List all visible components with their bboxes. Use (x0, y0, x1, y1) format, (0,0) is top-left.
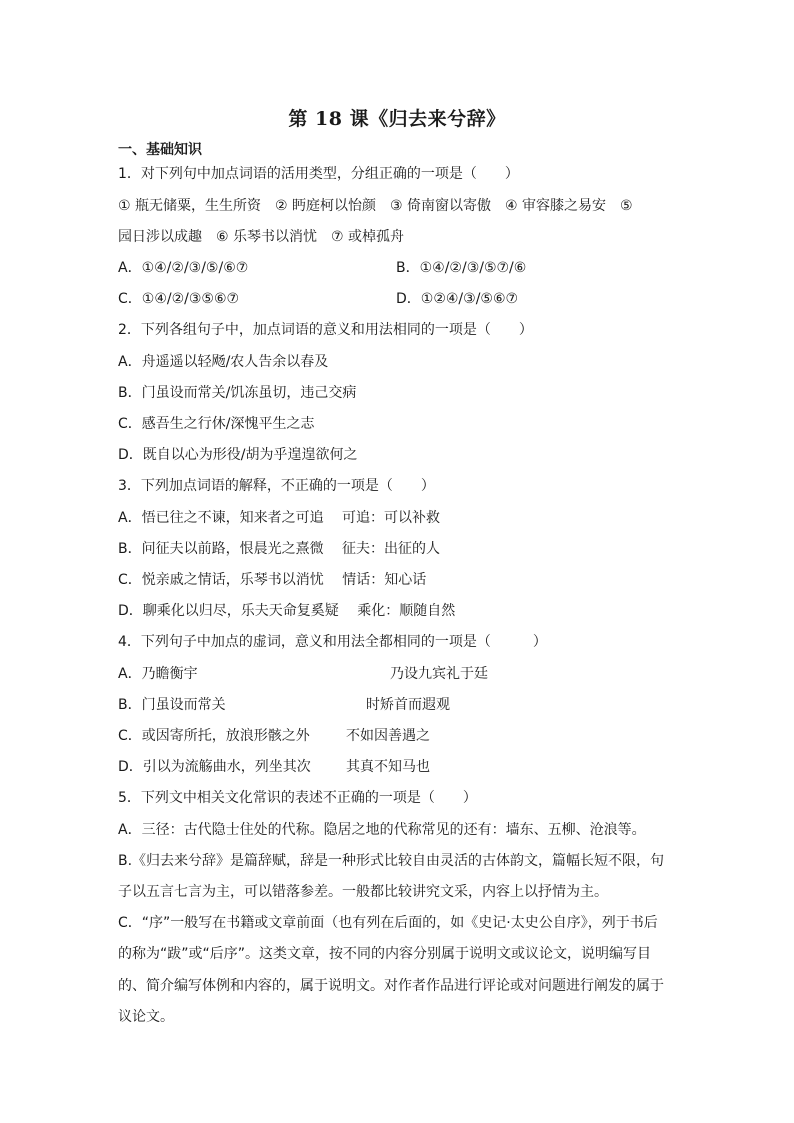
q3-option-a: A．悟已往之不谏，知来者之可追 可追：可以补救 (118, 510, 441, 526)
q3-option-b: B．问征夫以前路，恨晨光之熹微 征夫：出征的人 (118, 541, 441, 557)
question-4: 4．下列句子中加点的虚词，意义和用法全都相同的一项是（ ） (118, 634, 547, 650)
q2-option-b: B．门虽设而常关/饥冻虽切，违己交病 (118, 385, 357, 401)
q4-option-c-left: C．或因寄所托，放浪形骸之外 (118, 728, 310, 744)
q2-option-a: A．舟遥遥以轻飏/农人告余以春及 (118, 354, 329, 370)
section-heading: 一、基础知识 (118, 142, 202, 158)
q4-option-b-right: 时矫首而遐观 (366, 697, 450, 713)
question-5: 5．下列文中相关文化常识的表述不正确的一项是（ ） (118, 790, 477, 806)
q5-option-c-cont-3: 议论文。 (118, 1009, 174, 1025)
q4-option-a-right: 乃设九宾礼于廷 (390, 666, 488, 682)
question-1-items-cont: 园日涉以成趣 ⑥ 乐琴书以消忧 ⑦ 或棹孤舟 (118, 229, 405, 245)
q2-option-d: D．既自以心为形役/胡为乎遑遑欲何之 (118, 447, 358, 463)
q5-option-c-cont-2: 的、简介编写体例和内容的，属于说明文。对作者作品进行评论或对问题进行阐发的属于 (118, 978, 664, 994)
q1-option-c: C．①④/②/③⑤⑥⑦ (118, 291, 240, 307)
q4-option-d-right: 其真不知马也 (346, 759, 430, 775)
q4-option-c-right: 不如因善遇之 (346, 728, 430, 744)
q4-option-d-left: D．引以为流觞曲水，列坐其次 (118, 759, 311, 775)
q1-option-b: B．①④/②/③/⑤⑦/⑥ (396, 260, 527, 276)
question-1-items: ① 瓶无储粟，生生所资 ② 眄庭柯以怡颜 ③ 倚南窗以寄傲 ④ 审容膝之易安 ⑤ (118, 198, 633, 214)
q1-option-row-2 (118, 289, 678, 309)
q5-option-b: B.《归去来兮辞》是篇辞赋，辞是一种形式比较自由灵活的古体韵文，篇幅长短不限，句 (118, 853, 665, 869)
question-1: 1．对下列句中加点词语的活用类型，分组正确的一项是（ ） (118, 166, 519, 182)
q4-option-a (118, 664, 678, 684)
q1-option-row-1 (118, 258, 678, 278)
q5-option-c-cont-1: 的称为“跋”或“后序”。这类文章，按不同的内容分别属于说明文或议论文，说明编写目 (118, 946, 652, 962)
q3-option-c: C．悦亲戚之情话，乐琴书以消忧 情话：知心话 (118, 572, 427, 588)
page-title: 第 18 课《归去来兮辞》 (288, 108, 506, 130)
question-3: 3．下列加点词语的解释，不正确的一项是（ ） (118, 478, 435, 494)
q4-option-b (118, 695, 678, 715)
q5-option-b-cont: 子以五言七言为主，可以错落参差。一般都比较讲究文采，内容上以抒情为主。 (118, 884, 608, 900)
q3-option-d: D．聊乘化以归尽，乐夫天命复奚疑 乘化：顺随自然 (118, 603, 456, 619)
q2-option-c: C．感吾生之行休/深愧平生之志 (118, 416, 315, 432)
q5-option-a: A．三径：古代隐士住处的代称。隐居之地的代称常见的还有：墙东、五柳、沧浪等。 (118, 822, 646, 838)
q4-option-d (118, 757, 678, 777)
q1-option-a: A．①④/②/③/⑤/⑥⑦ (118, 260, 249, 276)
q5-option-c: C．“序”一般写在书籍或文章前面（也有列在后面的，如《史记·太史公自序》，列于书后 (118, 915, 658, 931)
q1-option-d: D．①②④/③/⑤⑥⑦ (396, 291, 519, 307)
q4-option-a-left: A．乃瞻衡宇 (118, 666, 198, 682)
q4-option-c (118, 726, 678, 746)
q4-option-b-left: B．门虽设而常关 (118, 697, 226, 713)
question-2: 2．下列各组句子中，加点词语的意义和用法相同的一项是（ ） (118, 322, 533, 338)
